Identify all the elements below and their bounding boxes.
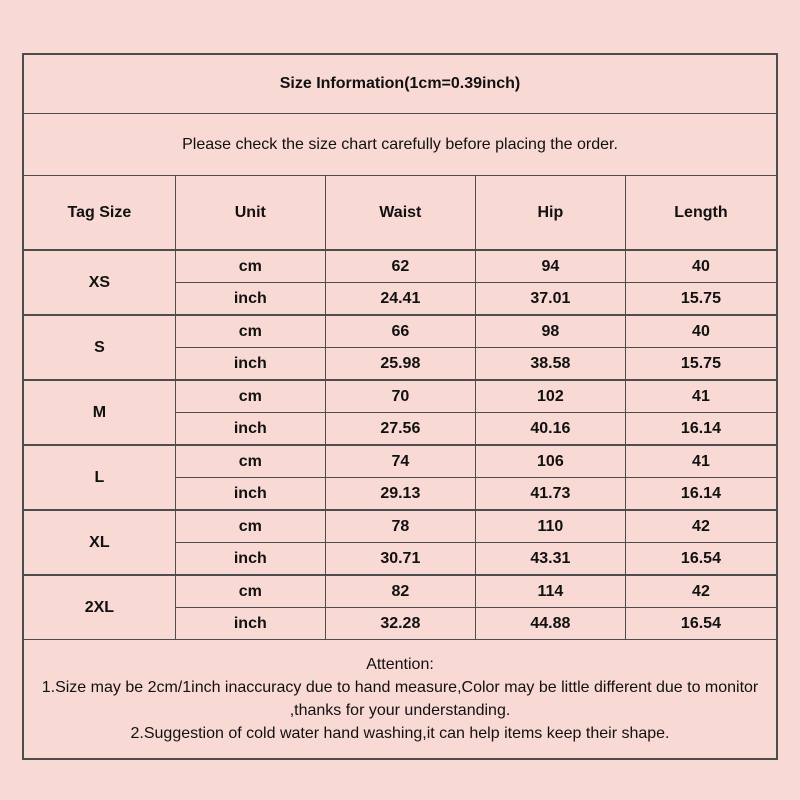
attention-title: Attention: [366,656,434,673]
waist-value: 74 [325,445,475,478]
attention-row [23,640,777,760]
hip-value: 44.88 [475,608,625,640]
waist-value: 70 [325,380,475,413]
unit-label: inch [175,608,325,640]
length-value: 42 [625,575,777,608]
unit-label: inch [175,478,325,511]
hip-value: 43.31 [475,543,625,576]
attention-line: 2.Suggestion of cold water hand washing,it can help items keep their shape. [130,725,670,742]
hip-value: 38.58 [475,348,625,381]
hip-value: 40.16 [475,413,625,446]
size-row-xs-cm [23,250,777,283]
hip-value: 41.73 [475,478,625,511]
size-row-m-cm [23,380,777,413]
title-row [23,54,777,114]
waist-value: 66 [325,315,475,348]
unit-label: cm [175,380,325,413]
unit-label: inch [175,348,325,381]
unit-label: inch [175,283,325,316]
length-value: 40 [625,315,777,348]
length-value: 16.54 [625,543,777,576]
unit-label: cm [175,315,325,348]
length-value: 40 [625,250,777,283]
waist-value: 82 [325,575,475,608]
tag-size-label: L [23,445,175,510]
length-value: 41 [625,445,777,478]
tag-size-label: 2XL [23,575,175,640]
length-value: 15.75 [625,283,777,316]
tag-size-label: M [23,380,175,445]
waist-value: 62 [325,250,475,283]
size-row-s-cm [23,315,777,348]
hip-value: 114 [475,575,625,608]
waist-value: 32.28 [325,608,475,640]
tag-size-label: XS [23,250,175,315]
column-header-unit: Unit [175,176,325,251]
column-header-length: Length [625,176,777,251]
column-header-tag-size: Tag Size [23,176,175,251]
hip-value: 106 [475,445,625,478]
tag-size-label: S [23,315,175,380]
waist-value: 30.71 [325,543,475,576]
waist-value: 25.98 [325,348,475,381]
waist-value: 27.56 [325,413,475,446]
hip-value: 94 [475,250,625,283]
waist-value: 78 [325,510,475,543]
size-chart-title: Size Information(1cm=0.39inch) [23,54,777,114]
tag-size-label: XL [23,510,175,575]
size-row-2xl-cm [23,575,777,608]
unit-label: cm [175,510,325,543]
attention-line: ,thanks for your understanding. [289,702,511,719]
column-header-row [23,176,777,251]
length-value: 41 [625,380,777,413]
unit-label: cm [175,250,325,283]
waist-value: 29.13 [325,478,475,511]
size-row-xl-cm [23,510,777,543]
size-chart-table [22,53,778,760]
column-header-waist: Waist [325,176,475,251]
length-value: 15.75 [625,348,777,381]
hip-value: 98 [475,315,625,348]
attention-note [23,640,777,760]
subtitle-row [23,114,777,176]
hip-value: 110 [475,510,625,543]
waist-value: 24.41 [325,283,475,316]
length-value: 16.54 [625,608,777,640]
hip-value: 37.01 [475,283,625,316]
size-row-l-cm [23,445,777,478]
size-chart-subtitle: Please check the size chart carefully before placing the order. [23,114,777,176]
unit-label: inch [175,413,325,446]
hip-value: 102 [475,380,625,413]
unit-label: cm [175,575,325,608]
unit-label: inch [175,543,325,576]
length-value: 16.14 [625,413,777,446]
column-header-hip: Hip [475,176,625,251]
attention-line: 1.Size may be 2cm/1inch inaccuracy due to hand measure,Color may be little different due to monitor [41,679,759,696]
length-value: 42 [625,510,777,543]
unit-label: cm [175,445,325,478]
length-value: 16.14 [625,478,777,511]
